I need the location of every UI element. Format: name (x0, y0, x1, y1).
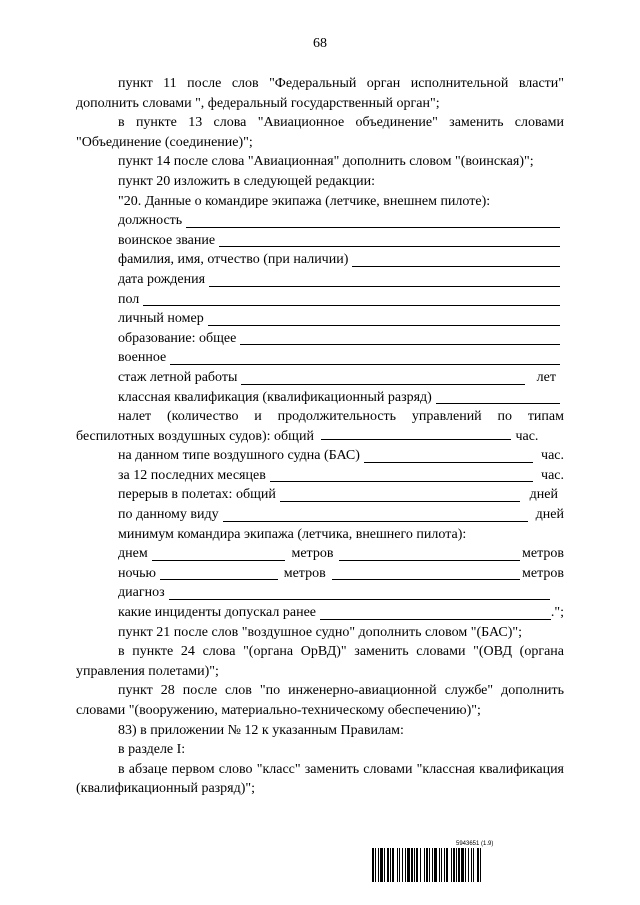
form-row-position (76, 211, 564, 231)
form-row-education-military (76, 348, 564, 368)
form-row-flight-time (76, 407, 564, 446)
unit-label: дней (529, 487, 558, 503)
blank-line (160, 566, 278, 580)
form-row-education-general (76, 329, 564, 349)
form-row-minimum (76, 525, 564, 545)
blank-line (219, 233, 560, 247)
blank-line (352, 253, 560, 267)
unit-label: метров (291, 546, 334, 562)
blank-line (270, 468, 533, 482)
paragraph: в пункте 13 слова "Авиационное объединение" заменить словами "Объединение (соединение)"; (76, 115, 564, 150)
blank-line (208, 312, 560, 326)
unit-label: дней (535, 507, 564, 523)
blank-line (339, 547, 520, 561)
field-label: военное (118, 350, 167, 366)
form-row-incidents (76, 603, 564, 623)
form-row-diagnosis (76, 583, 564, 603)
form-row-full-name (76, 250, 564, 270)
field-label: стаж летной работы (118, 369, 238, 385)
page-number: 68 (313, 36, 327, 51)
field-label: должность (118, 213, 183, 229)
barcode-bar (481, 848, 483, 882)
blank-line (240, 331, 560, 345)
paragraph: пункт 11 после слов "Федеральный орган исполнительной власти" дополнить словами ", федеральный государственный орган"; (76, 76, 564, 111)
field-label: образование: общее (118, 330, 237, 346)
field-label: перерыв в полетах: общий (118, 487, 276, 503)
blank-line (321, 427, 511, 440)
unit-label: метров (522, 546, 564, 562)
blank-line (186, 214, 560, 228)
form-row-sex (76, 290, 564, 310)
field-label: ночью (118, 565, 157, 581)
field-label: за 12 последних месяцев (118, 467, 266, 483)
form-row-qualification (76, 388, 564, 408)
field-label: налет (количество и продолжительность управлений по типам беспилотных воздушных судов): общий (76, 409, 564, 444)
blank-line (170, 351, 560, 365)
form-row-birth-date (76, 270, 564, 290)
field-label: дата рождения (118, 271, 206, 287)
form-row-day (76, 544, 564, 564)
unit-label: час. (541, 467, 564, 483)
paragraph: в разделе I: (118, 742, 186, 758)
field-label: классная квалификация (квалификационный разряд) (118, 389, 432, 405)
form-row-break-general (76, 485, 564, 505)
closing-quote: ."; (550, 605, 564, 621)
paragraph: пункт 14 после слова "Авиационная" дополнить словом "(воинская)"; (118, 154, 534, 170)
blank-line (436, 390, 560, 404)
paragraph: пункт 28 после слов "по инженерно-авиационной службе" дополнить словами "(вооружению, материально-техническому обеспечению)"; (76, 683, 564, 718)
field-label: по данному виду (118, 507, 219, 523)
blank-line (169, 586, 550, 600)
unit-label: метров (283, 565, 326, 581)
field-label: личный номер (118, 311, 204, 327)
form-row-flight-experience (76, 368, 564, 388)
blank-line (241, 371, 524, 385)
blank-line (223, 508, 528, 522)
paragraph: 83) в приложении № 12 к указанным Правилам: (118, 722, 404, 738)
field-label: какие инциденты допускал ранее (118, 605, 317, 621)
field-label: диагноз (118, 585, 165, 601)
barcode-id: 5943651 (1.9) (456, 841, 494, 847)
blank-line (143, 292, 560, 306)
paragraph: пункт 20 изложить в следующей редакции: (118, 173, 375, 189)
form-row-rank (76, 231, 564, 251)
field-label: фамилия, имя, отчество (при наличии) (118, 252, 349, 268)
unit-label: метров (522, 565, 564, 581)
document-body (76, 74, 564, 799)
blank-line (320, 606, 551, 620)
unit-label: лет (536, 369, 556, 385)
paragraph: в пункте 24 слова "(органа ОрВД)" заменить словами "(ОВД (органа управления полетами)"; (76, 644, 564, 679)
blank-line (209, 273, 560, 287)
form-row-break-type (76, 505, 564, 525)
unit-label: час. (515, 428, 539, 444)
form-row-personal-number (76, 309, 564, 329)
field-label: пол (118, 291, 140, 307)
blank-line (280, 488, 520, 502)
field-label: минимум командира экипажа (летчика, внешнего пилота): (118, 526, 467, 542)
blank-line (364, 449, 533, 463)
field-label: днем (118, 546, 148, 562)
barcode (372, 840, 568, 882)
blank-line (332, 566, 520, 580)
form-row-on-type (76, 446, 564, 466)
field-label: воинское звание (118, 232, 216, 248)
form-row-last-12-months (76, 466, 564, 486)
form-row-night (76, 564, 564, 584)
barcode-bars (372, 848, 568, 882)
field-label: на данном типе воздушного судна (БАС) (118, 448, 360, 464)
paragraph: в абзаце первом слово "класс" заменить словами "классная квалификация (квалификационный разряд)"; (76, 761, 564, 797)
blank-line (152, 547, 286, 561)
paragraph: "20. Данные о командире экипажа (летчике, внешнем пилоте): (118, 193, 491, 209)
paragraph: пункт 21 после слов "воздушное судно" дополнить словом "(БАС)"; (118, 624, 523, 640)
unit-label: час. (541, 448, 564, 464)
